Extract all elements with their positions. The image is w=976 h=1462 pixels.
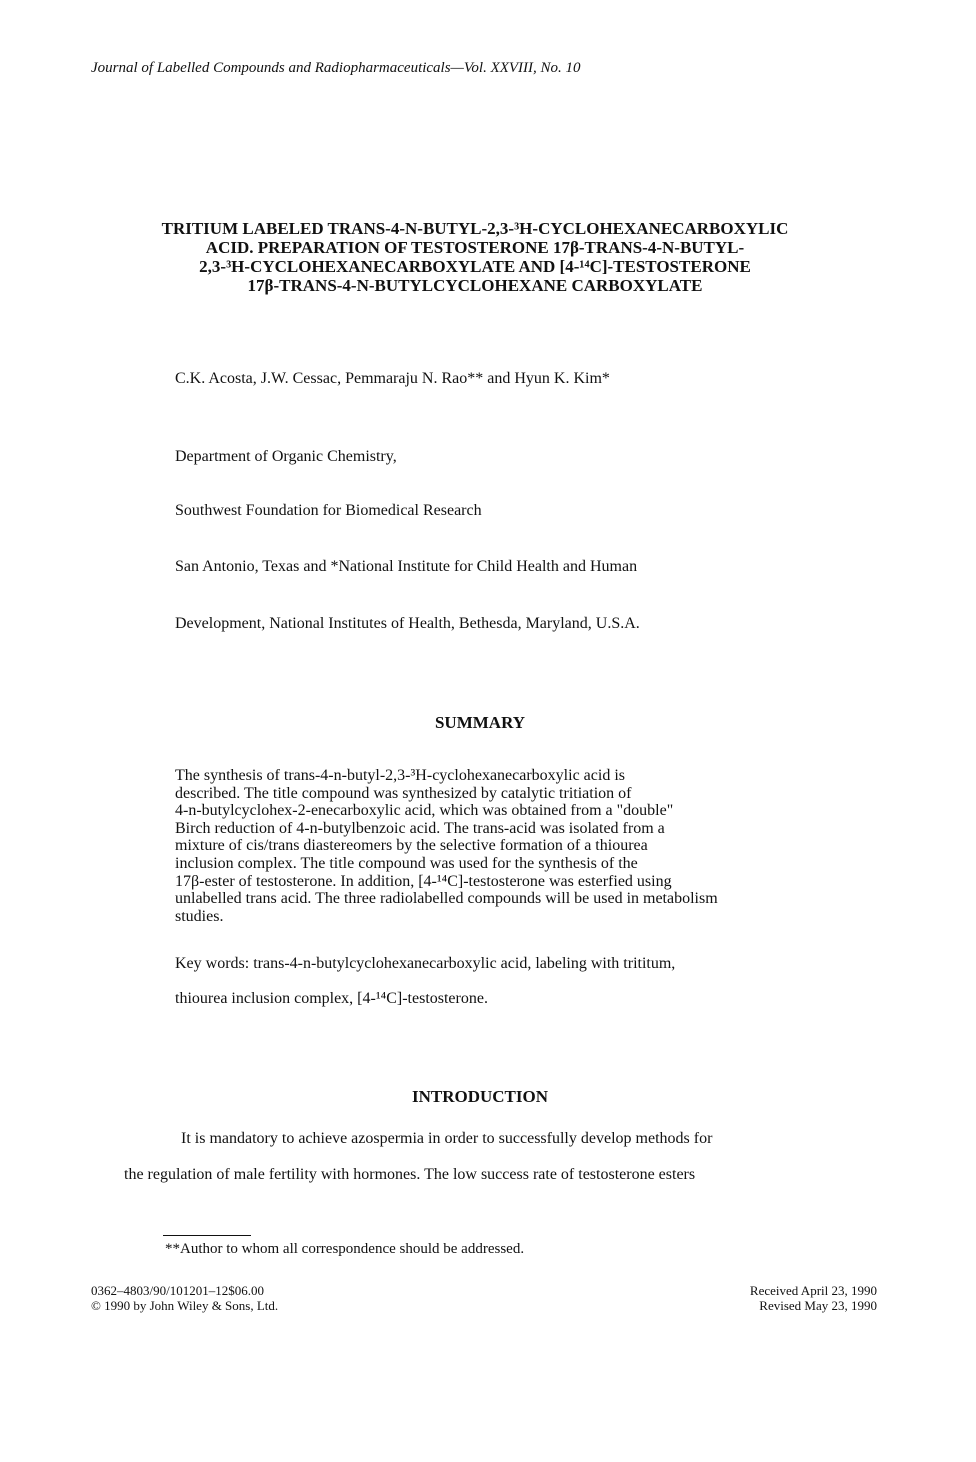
summary-heading: SUMMARY xyxy=(434,713,526,732)
intro-line: the regulation of male fertility with hormones. The low success rate of testosterone esters xyxy=(124,1166,696,1183)
title-line: 17β-TRANS-4-N-BUTYLCYCLOHEXANE CARBOXYLATE xyxy=(247,276,703,295)
summary-line: inclusion complex. The title compound was used for the synthesis of the xyxy=(175,854,638,872)
keywords-line: thiourea inclusion complex, [4-¹⁴C]-testosterone. xyxy=(175,990,488,1007)
summary-line: mixture of cis/trans diastereomers by the selective formation of a thiourea xyxy=(175,837,648,855)
intro-line: It is mandatory to achieve azospermia in order to successfully develop methods for xyxy=(181,1130,713,1147)
article-title xyxy=(100,219,850,295)
summary-line: 4-n-butylcyclohex-2-enecarboxylic acid, which was obtained from a "double" xyxy=(175,802,674,820)
footnote: **Author to whom all correspondence should be addressed. xyxy=(165,1241,525,1257)
footer-left-line: © 1990 by John Wiley & Sons, Ltd. xyxy=(91,1298,279,1313)
footer-issn xyxy=(91,1283,278,1313)
authors: C.K. Acosta, J.W. Cessac, Pemmaraju N. Rao** and Hyun K. Kim* xyxy=(175,370,610,387)
summary-line: 17β-ester of testosterone. In addition, [4-¹⁴C]-testosterone was esterfied using xyxy=(175,872,672,890)
keywords-line: Key words: trans-4-n-butylcyclohexanecarboxylic acid, labeling with trititum, xyxy=(175,955,676,972)
summary-line: The synthesis of trans-4-n-butyl-2,3-³H-cyclohexanecarboxylic acid is xyxy=(175,767,625,784)
summary-line: unlabelled trans acid. The three radiolabelled compounds will be used in metabolism xyxy=(175,890,718,908)
introduction-heading: INTRODUCTION xyxy=(411,1087,549,1106)
title-line: TRITIUM LABELED TRANS-4-N-BUTYL-2,3-³H-CYCLOHEXANECARBOXYLIC xyxy=(161,219,789,238)
footer-right-line: Revised May 23, 1990 xyxy=(759,1298,877,1313)
affiliation-line: Department of Organic Chemistry, xyxy=(175,448,397,465)
footnote-divider xyxy=(163,1235,251,1236)
affiliation-line: Southwest Foundation for Biomedical Research xyxy=(175,502,482,519)
title-line: ACID. PREPARATION OF TESTOSTERONE 17β-TRANS-4-N-BUTYL- xyxy=(205,238,745,257)
footer-left-line: 0362–4803/90/101201–12$06.00 xyxy=(91,1283,264,1298)
affiliation-line: Development, National Institutes of Health, Bethesda, Maryland, U.S.A. xyxy=(175,615,640,632)
footer-dates xyxy=(750,1283,877,1313)
summary-line: Birch reduction of 4-n-butylbenzoic acid. The trans-acid was isolated from a xyxy=(175,819,665,837)
journal-header: Journal of Labelled Compounds and Radiopharmaceuticals—Vol. XXVIII, No. 10 xyxy=(91,60,581,76)
title-line: 2,3-³H-CYCLOHEXANECARBOXYLATE AND [4-¹⁴C]-TESTOSTERONE xyxy=(199,257,751,276)
summary-text xyxy=(175,767,830,925)
affiliation-line: San Antonio, Texas and *National Institute for Child Health and Human xyxy=(175,558,638,575)
summary-line: described. The title compound was synthesized by catalytic tritiation of xyxy=(175,784,632,802)
summary-line: studies. xyxy=(175,907,224,925)
footer-right-line: Received April 23, 1990 xyxy=(749,1283,877,1298)
